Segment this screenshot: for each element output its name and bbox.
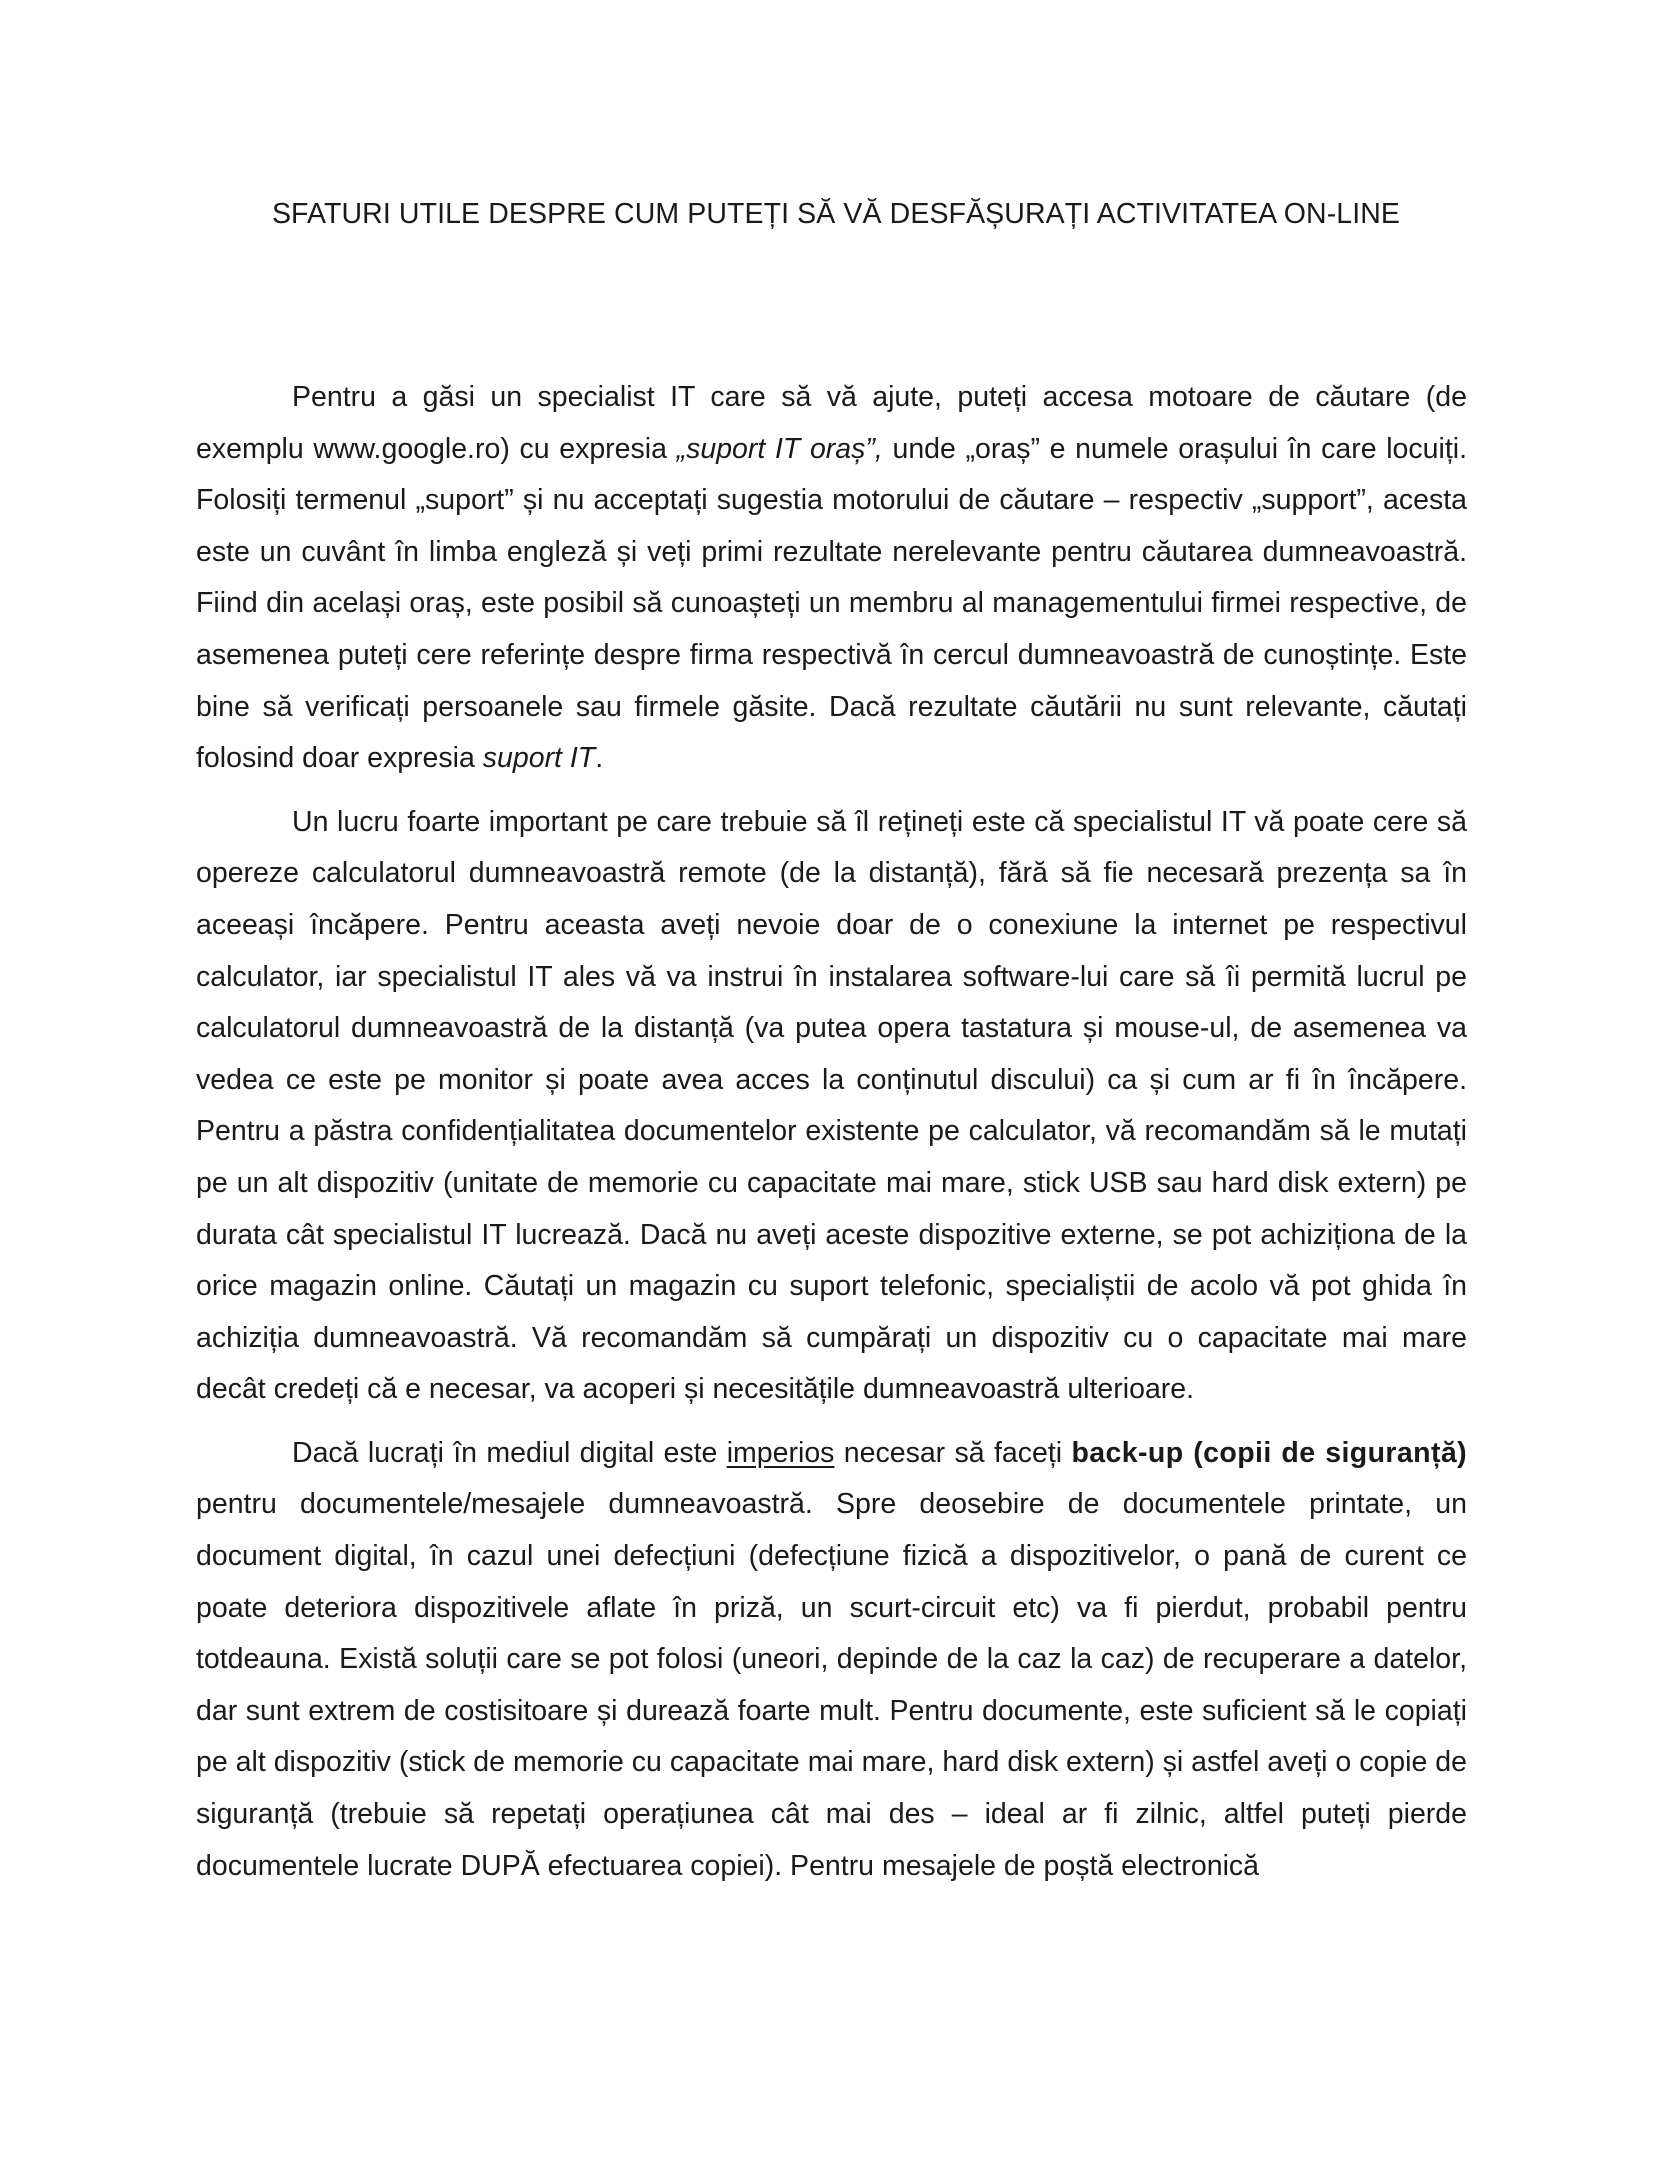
document-title: SFATURI UTILE DESPRE CUM PUTEȚI SĂ VĂ DESFĂȘURAȚI ACTIVITATEA ON-LINE (271, 198, 1401, 230)
paragraph-backup (196, 1428, 1467, 1892)
paragraph-1-text-c: unde „oraș” e numele orașului în care locuiți. Folosiți termenul „suport” și nu acceptați sugestia motorului de căutare – respectiv „support”, acesta este un cuvânt în limba engleză și veți primi rezultate nerelevante pentru căutarea dumneavoastră. Fiind din același oraș, este posibil să cunoașteți un membru al managementului firmei respective, de asemenea puteți cere referințe despre firma respectivă în cercul dumneavoastră de cunoștințe. Este bine să verificați persoanele sau firmele găsite. Dacă rezultate căutării nu sunt relevante, căutați folosind doar expresia (196, 432, 1468, 775)
paragraph-3-text-c: necesar să faceți (834, 1436, 1072, 1469)
document-body (196, 372, 1467, 1892)
paragraph-remote-support: Un lucru foarte important pe care trebuie să îl rețineți este că specialistul IT vă poate cere să opereze calculatorul dumneavoastră remote (de la distanță), fără să fie necesară prezența sa în aceeași încăpere. Pentru aceasta aveți nevoie doar de o conexiune la internet pe respectivul calculator, iar specialistul IT ales vă va instrui în instalarea software-lui care să îi permită lucrul pe calculatorul dumneavoastră de la distanță (va putea opera tastatura și mouse-ul, de asemenea va vedea ce este pe monitor și poate avea acces la conținutul discului) ca și cum ar fi în încăpere. Pentru a păstra confidențialitatea documentelor existente pe calculator, vă recomandăm să le mutați pe un alt dispozitiv (unitate de memorie cu capacitate mai mare, stick USB sau hard disk extern) pe durata cât specialistul IT lucrează. Dacă nu aveți aceste dispozitive externe, se pot achiziționa de la orice magazin online. Căutați un magazin cu suport telefonic, specialiștii de acolo vă pot ghida în achiziția dumneavoastră. Vă recomandăm să cumpărați un dispozitiv cu o capacitate mai mare decât credeți că e necesar, va acoperi și necesitățile dumneavoastră ulterioare. (196, 805, 1467, 1406)
paragraph-1-text-e: . (595, 742, 604, 775)
paragraph-3-text-a: Dacă lucrați în mediul digital este (292, 1436, 727, 1469)
paragraph-1-italic-term: suport IT (482, 742, 596, 775)
paragraph-1-italic-query: „suport IT oraș”, (676, 432, 883, 465)
paragraph-search-it-specialist (196, 372, 1467, 785)
paragraph-3-underlined-word: imperios (726, 1436, 835, 1469)
paragraph-1-text-a: Pentru a găsi un specialist IT care să vă ajute, puteți accesa motoare de căutare (de exemplu www.google.ro) cu expresia (196, 381, 1467, 465)
paragraph-3-text-e: pentru documentele/mesajele dumneavoastră. Spre deosebire de documentele printate, un document digital, în cazul unei defecțiuni (defecțiune fizică a dispozitivelor, o pană de curent ce poate deteriora dispozitivele aflate în priză, un scurt-circuit etc) va fi pierdut, probabil pentru totdeauna. Există soluții care se pot folosi (uneori, depinde de la caz la caz) de recuperare a datelor, dar sunt extrem de costisitoare și durează foarte mult. Pentru documente, este suficient să le copiați pe alt dispozitiv (stick de memorie cu capacitate mai mare, hard disk extern) și astfel aveți o copie de siguranță (trebuie să repetați operațiunea cât mai des – ideal ar fi zilnic, altfel puteți pierde documentele lucrate DUPĂ efectuarea copiei). Pentru mesajele de poștă electronică (196, 1488, 1467, 1882)
paragraph-3-bold-backup: back-up (copii de siguranță) (1071, 1436, 1467, 1469)
